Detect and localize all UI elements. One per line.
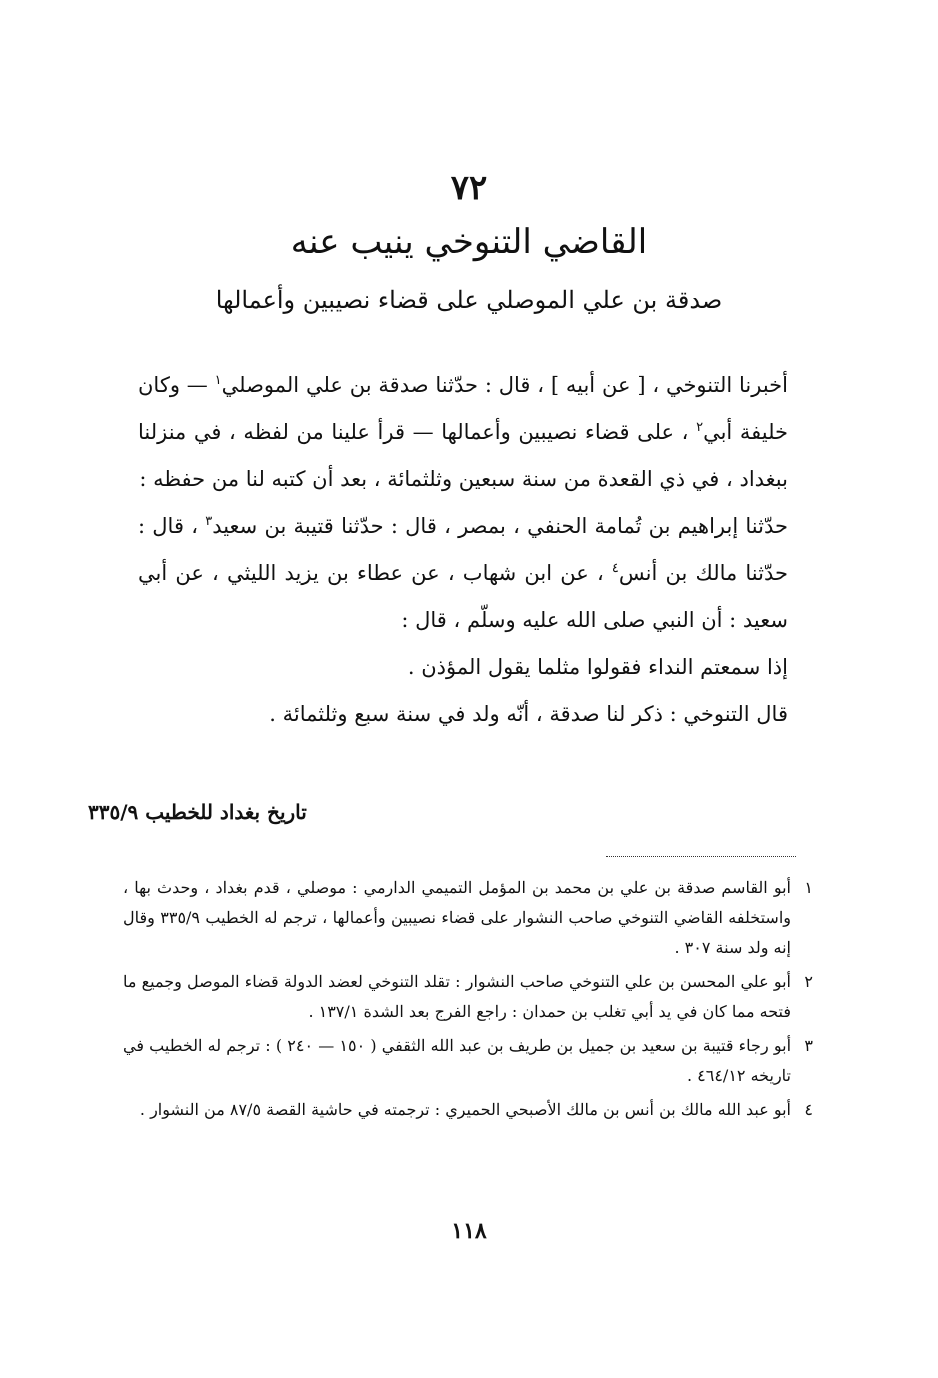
- footnote-ref: ٤: [611, 561, 619, 576]
- footnote-item: [123, 1031, 813, 1091]
- page-number: ١١٨: [451, 1218, 487, 1244]
- footnote-number: ٢: [804, 972, 813, 991]
- hadith-text: إذا سمعتم النداء فقولوا مثلما يقول المؤذن .: [407, 655, 788, 679]
- footnotes: [123, 873, 813, 1129]
- closing-text: قال التنوخي : ذكر لنا صدقة ، أنّه ولد في سنة سبع وثلثمائة .: [269, 702, 788, 726]
- footnote-item: [123, 1095, 813, 1125]
- paragraph-text: حدّثنا إبراهيم بن تُمامة الحنفي ، بمصر ، قال : حدّثنا قتيبة بن سعيد: [212, 514, 788, 538]
- story-number: ٧٢: [450, 168, 488, 208]
- footnote-text: أبو علي المحسن بن علي التنوخي صاحب النشوار : تقلد التنوخي لعضد الدولة قضاء الموصل وجميع ما فتحه مما كان في يد أبي تغلب بن حمدان : راجع الفرج بعد الشدة ١٣٧/١ .: [123, 972, 791, 1021]
- footnote-text: أبو القاسم صدقة بن علي بن محمد بن المؤمل التميمي الدارمي : موصلي ، قدم بغداد ، وحدث بها ، واستخلفه القاضي التنوخي صاحب النشوار على قضاء نصيبين وأعمالها ، ترجم له الخطيب ٣٣٥/٩ وقال إنه ولد سنة ٣٠٧ .: [123, 878, 791, 957]
- paragraph-isnad: [138, 362, 788, 503]
- footnote-item: [123, 873, 813, 963]
- story-title: القاضي التنوخي ينيب عنه: [290, 222, 648, 262]
- footnote-divider: [606, 856, 796, 857]
- paragraph-text: ، على قضاء نصيبين وأعمالها — قرأ علينا من لفظه ، في منزلنا ببغداد ، في ذي القعدة من سنة سبعين وثلثمائة ، بعد أن كتبه لنا من حفظه :: [138, 420, 788, 491]
- footnote-number: ١: [804, 878, 813, 897]
- footnote-text: أبو عبد الله مالك بن أنس بن مالك الأصبحي الحميري : ترجمته في حاشية القصة ٨٧/٥ من النشوار .: [139, 1100, 791, 1119]
- source-citation: تاريخ بغداد للخطيب ٣٣٥/٩: [88, 800, 307, 824]
- footnote-text: أبو رجاء قتيبة بن سعيد بن جميل بن طريف بن عبد الله الثقفي ( ١٥٠ — ٢٤٠ ) : ترجم له الخطيب في تاريخه ٤٦٤/١٢ .: [123, 1036, 792, 1085]
- footnote-item: [123, 967, 813, 1027]
- footnote-ref: ٣: [205, 514, 213, 529]
- paragraph-text: — وكان خليفة أبي: [138, 373, 788, 444]
- footnote-number: ٤: [804, 1100, 813, 1119]
- paragraph-chain: [138, 503, 788, 644]
- footnote-number: ٣: [804, 1036, 813, 1055]
- footnote-ref: ١: [214, 373, 222, 388]
- story-subtitle: صدقة بن علي الموصلي على قضاء نصيبين وأعمالها: [215, 286, 723, 314]
- paragraph-text: ، عن ابن شهاب ، عن عطاء بن يزيد الليثي ، عن أبي سعيد : أن النبي صلى الله عليه وسلّم ، قال :: [138, 561, 788, 632]
- paragraph-text: أخبرنا التنوخي ، [ عن أبيه ] ، قال : حدّثنا صدقة بن علي الموصلي: [221, 373, 788, 397]
- paragraph-text: ، قال : حدّثنا مالك بن أنس: [138, 514, 788, 585]
- story-body: [138, 362, 788, 738]
- footnote-ref: ٢: [696, 420, 704, 435]
